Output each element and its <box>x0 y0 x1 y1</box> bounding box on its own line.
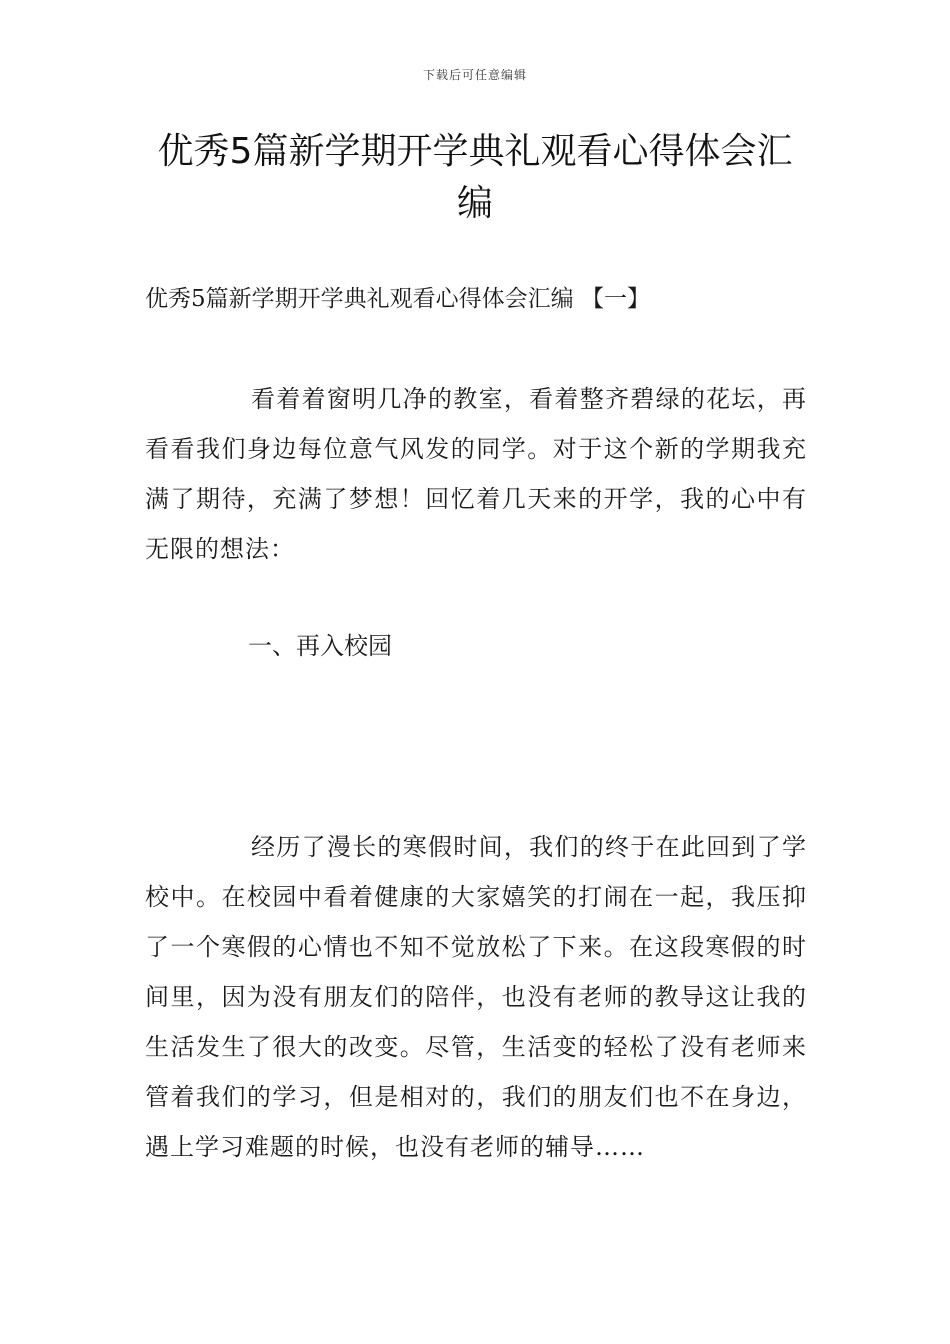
page-header-note: 下载后可任意编辑 <box>422 68 527 82</box>
body-paragraph: 看着着窗明几净的教室，看着整齐碧绿的花坛，再看看我们身边每位意气风发的同学。对于这个新的学期我充满了期待，充满了梦想！回忆着几天来的开学，我的心中有无限的想法： <box>145 385 807 563</box>
document-title: 优秀5篇新学期开学典礼观看心得体会汇编 <box>157 131 793 224</box>
body-paragraph: 经历了漫长的寒假时间，我们的终于在此回到了学校中。在校园中看着健康的大家嬉笑的打闹在一起，我压抑了一个寒假的心情也不知不觉放松了下来。在这段寒假的时间里，因为没有朋友们的陪伴，也没有老师的教导这让我的生活发生了很大的改变。尽管，生活变的轻松了没有老师来管着我们的学习，但是相对的，我们的朋友们也不在身边，遇上学习难题的时候，也没有老师的辅导…… <box>145 833 807 1161</box>
section-title: 优秀5篇新学期开学典礼观看心得体会汇编 【一】 <box>145 286 650 312</box>
subheading: 一、再入校园 <box>248 632 392 660</box>
